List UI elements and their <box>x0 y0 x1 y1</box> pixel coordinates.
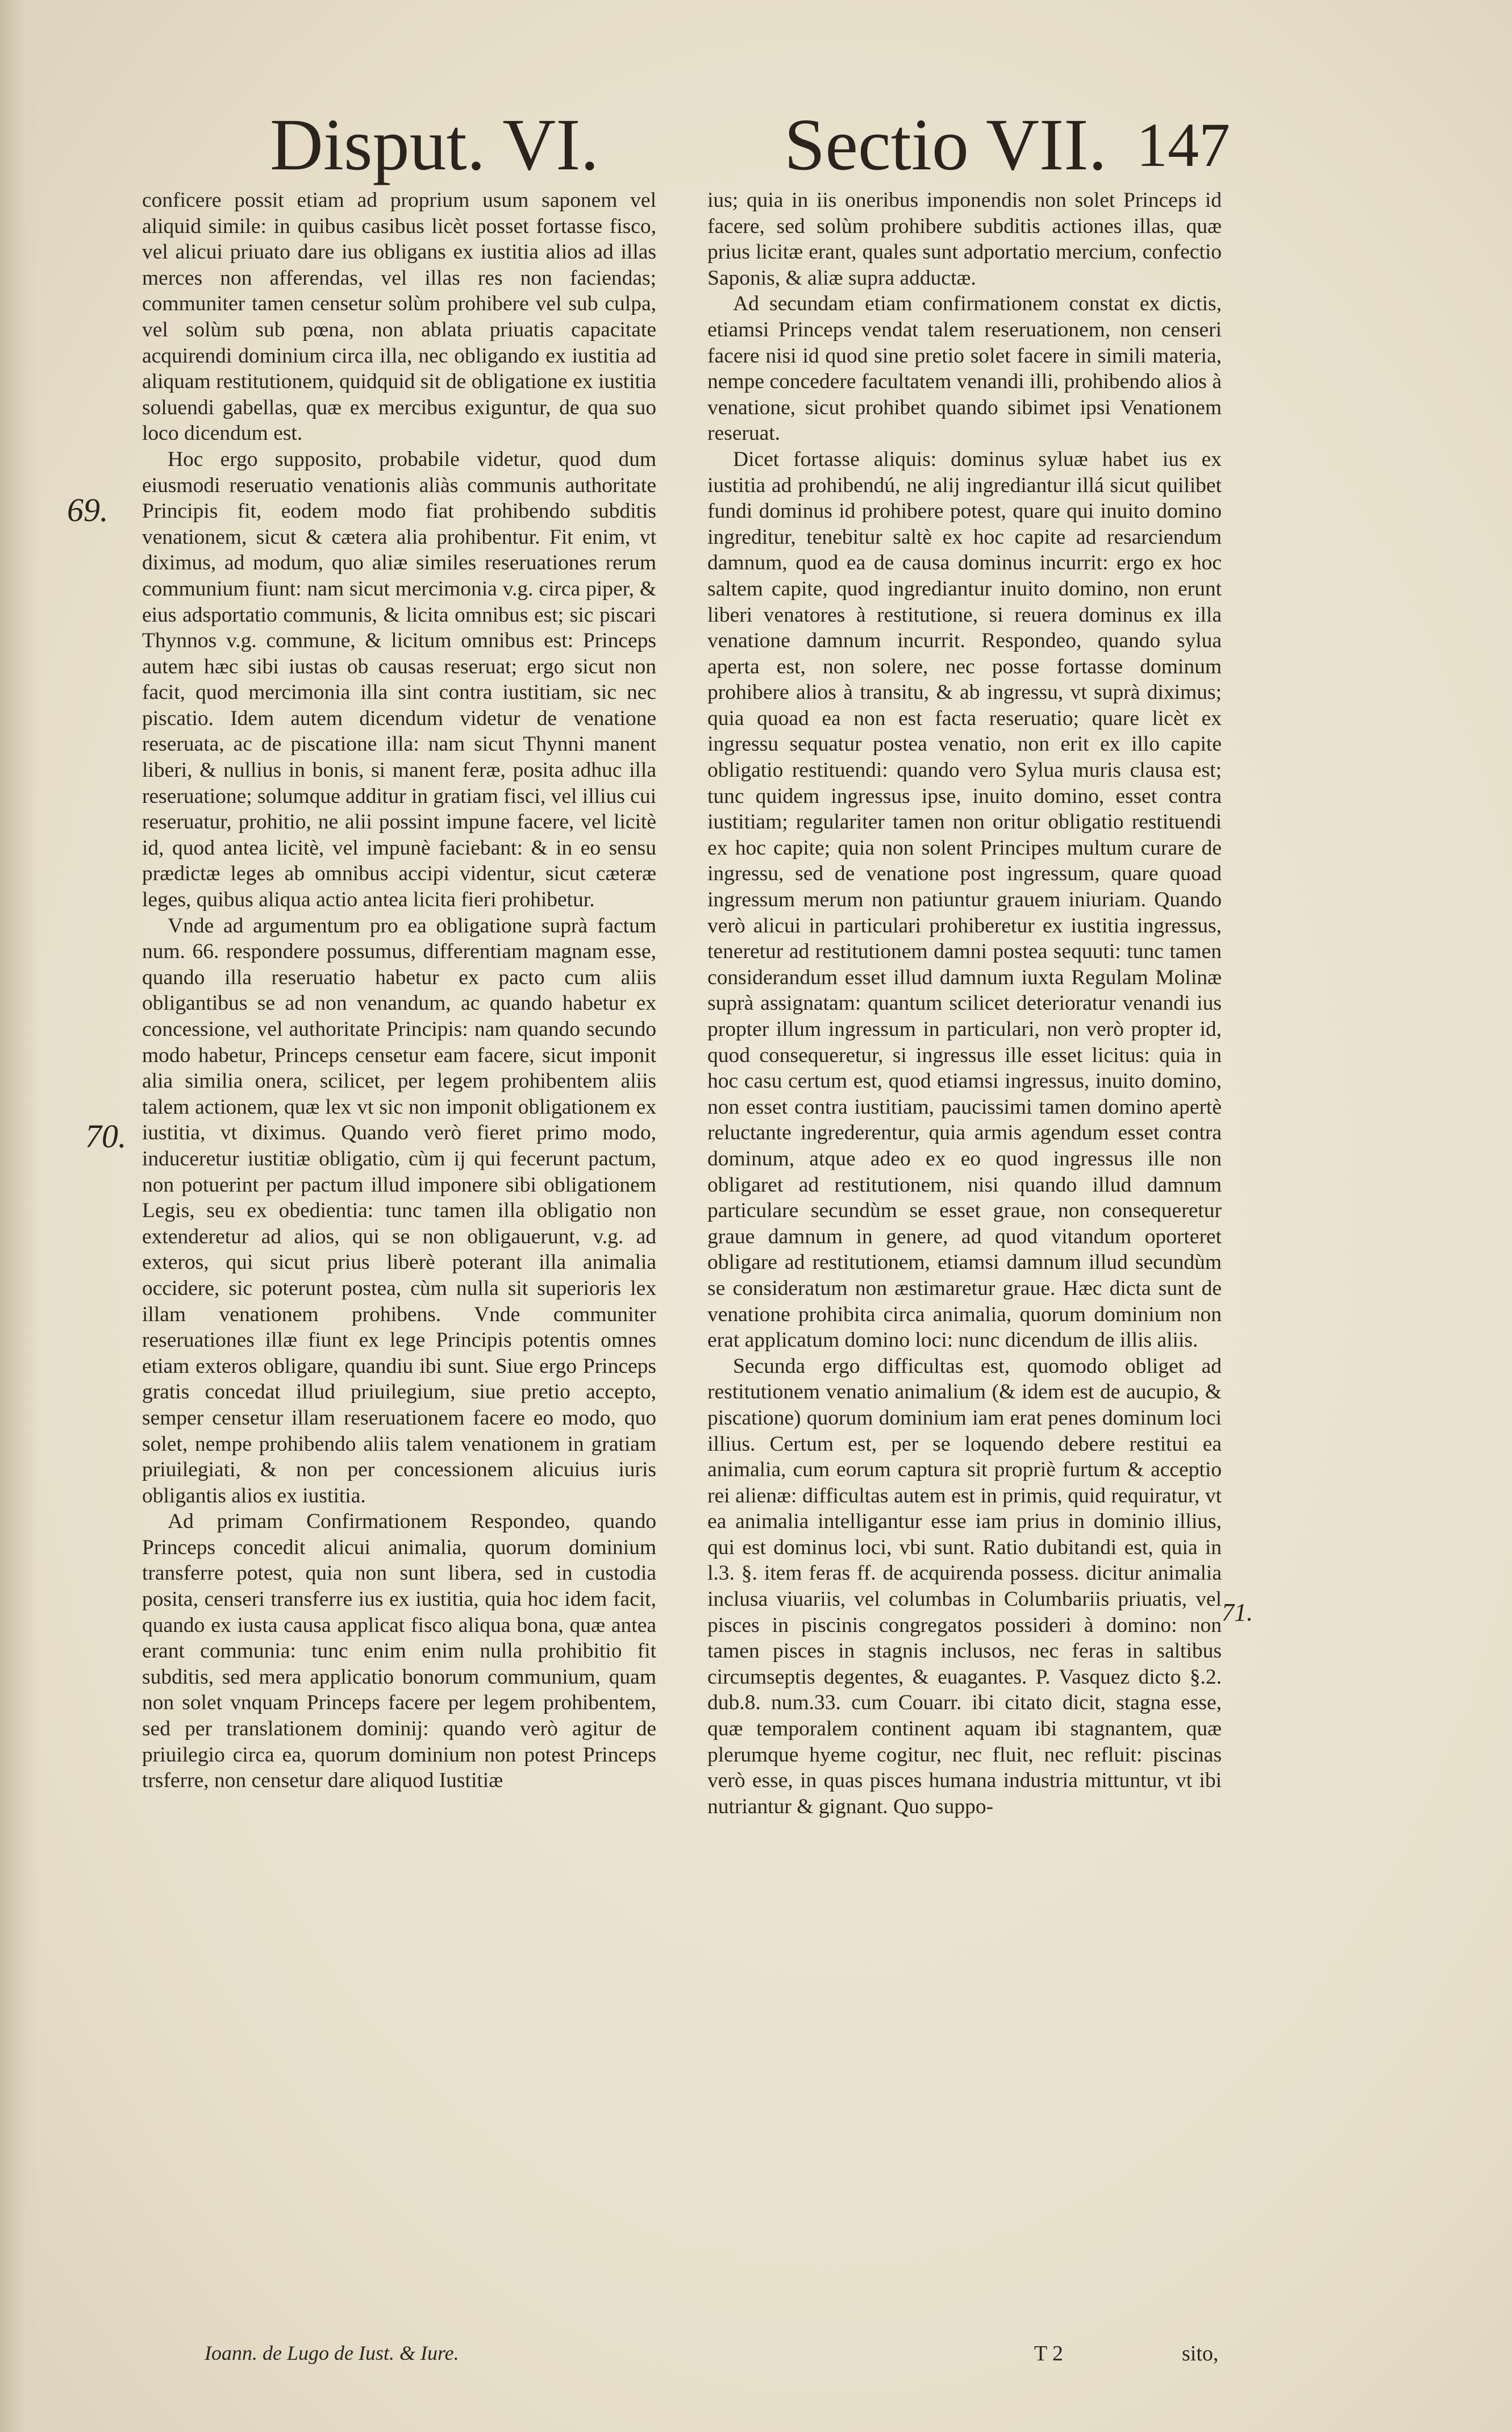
catchword: sito, <box>1182 2342 1219 2366</box>
paragraph: Vnde ad argumentum pro ea obligatione suprà factum num. 66. respondere possumus, differentiam magnam esse, quando illa reseruatio habetur ex pacto cum aliis obligantibus se ad non venandum, ac quando habetur ex concessione, vel authoritate Principis: nam quando secundo modo habetur, Princeps censetur eam facere, sicut imponit alia similia onera, scilicet, per legem prohibentem aliis talem actionem, quæ lex vt sic non imponit obligationem ex iustitia, vt diximus. Quando verò fieret primo modo, induceretur iustitiæ obligatio, cùm ij qui fecerunt pactum, non potuerint per pactum illud imponere sibi obligationem Legis, seu ex obedientia: tunc tamen illa obligatio non extenderetur ad alios, qui se non obligauerunt, v.g. ad exteros, qui sicut prius liberè poterant illa animalia occidere, sic poterunt postea, cùm nulla sit superioris lex illam venationem prohibens. Vnde communiter reseruationes illæ fiunt ex lege Principis potentis omnes etiam exteros obligare, quandiu ibi sunt. Siue ergo Princeps gratis concedat illud priuilegium, siue pretio accepto, semper censetur illam reseruationem facere eo modo, quo solet, nempe prohibendo aliis talem venationem in gratiam priuilegiati, & non per concessionem alicuius iuris obligantis alios ex iustitia. <box>142 914 656 1507</box>
page-spine-shadow <box>0 0 40 2432</box>
signature-mark: T 2 <box>1034 2342 1064 2366</box>
author-signature-line: Ioann. de Lugo de Iust. & Iure. <box>205 2342 459 2364</box>
margin-number-70: 70. <box>85 1118 127 1155</box>
margin-number-71: 71. <box>1222 1598 1253 1626</box>
paragraph: Hoc ergo supposito, probabile videtur, quod dum eiusmodi reseruatio venationis aliàs communis authoritate Principis fit, eodem modo fiat prohibendo subditis venationem, sicut & cætera alia prohibentur. Fit enim, vt diximus, ad modum, quo aliæ similes reseruationes rerum communium fiunt: nam sicut mercimonia v.g. circa piper, & eius adsportatio communis, & licita omnibus est; sic piscari Thynnos v.g. commune, & licitum omnibus est: Princeps autem hæc sibi iustas ob causas reseruat; ergo sicut non facit, quod mercimonia illa sint contra iustitiam, sic nec piscatio. Idem autem dicendum videtur de venatione reseruata, ac de piscatione illa: nam sicut Thynni manent liberi, & nullius in bonis, si manent feræ, posita adhuc illa reseruatione; solumque additur in gratiam fisci, vel illius cui reseruatur, prohitio, ne alii possint impune facere, vel licitè id, quod antea licitè, vel impunè faciebant: & in eo sensu prædictæ leges ab omnibus accipi videntur, sicut cæteræ leges, quibus aliqua actio antea licita fieri prohibetur. <box>142 447 656 912</box>
paragraph: Secunda ergo difficultas est, quomodo obliget ad restitutionem venatio animalium (& idem est de aucupio, & piscatione) quorum dominium iam erat penes dominum loci illius. Certum est, per se loquendo debere restitui ea animalia, cum eorum captura sit propriè furtum & acceptio rei alienæ: difficultas autem est in primis, quid requiratur, vt ea animalia intelligantur esse iam prius in dominio illius, qui est dominus loci, vbi sunt. Ratio dubitandi est, quia in l.3. §. item feras ff. de acquirenda possess. dicitur animalia inclusa viuariis, vel columbas in Columbariis priuatis, vel pisces in piscinis congregatos possideri à domino: non tamen pisces in stagnis inclusos, nec feras in saltibus circumseptis degentes, & euagantes. P. Vasquez dicto §.2. dub.8. num.33. cum Couarr. ibi citato dicit, stagna esse, quæ temporalem continent aquam ibi stagnantem, quæ plerumque hyeme cogitur, nec fluit, nec refluit: piscinas verò esse, in quas pisces humana industria mittuntur, vt ibi nutriantur & gignant. Quo suppo- <box>707 1354 1222 1818</box>
paragraph: Dicet fortasse aliquis: dominus syluæ habet ius ex iustitia ad prohibendú, ne alij ingrediantur illá sicut quilibet fundi dominus id prohibere potest, quare qui inuito domino ingreditur, tenebitur saltè ex hoc capite ad resarciendum damnum, quod ea de causa dominus incurrit: ergo ex hoc saltem capite, quod ingrediantur inuito domino, non erunt liberi venatores à restitutione, si reuera dominus ex illa venatione damnum incurrit. Respondeo, quando sylua aperta est, non solere, nec posse fortasse dominum prohibere alios à transitu, & ab ingressu, vt suprà diximus; quia quoad ea non est facta reseruatio; quare licèt ex ingressu sequatur postea venatio, non erit ex illo capite obligatio restituendi: quando vero Sylua muris clausa est; tunc quidem ingressus ipse, inuito domino, esset contra iustitiam; regulariter tamen non oritur obligatio restituendi ex hoc capite; quia non solent Principes multum curare de ingressu, sed de venatione post ingressum, quare quoad ingressum merum non patiuntur grauem iniuriam. Quando verò alicui in particulari prohiberetur ex iustitia ingressus, teneretur ad restitutionem damni postea sequuti: tunc tamen considerandum esset illud damnum iuxta Regulam Molinæ suprà assignatam: quantum scilicet deterioratur venandi ius propter illum ingressum in particulari, non verò propter id, quod consequeretur, si ingressus ille esset licitus: quia in hoc casu certum est, quod etiamsi ingressus, inuito domino, non esset contra iustitiam, paucissimi tamen domino apertè reluctante ingrederentur, quia armis agendum esset contra dominum, atque adeo ex eo quod ingressus ille non obligaret ad restitutionem, nisi quando illud damnum particulare secundùm se esset graue, non consequeretur graue damnum in genere, ad quod vitandum oporteret obligare ad restitutionem, etiamsi damnum illud secundùm se consideratum non æstimaretur graue. Hæc dicta sunt de venatione prohibita circa animalia, quorum dominium non erat applicatum domino loci: nunc dicendum de illis aliis. <box>707 447 1222 1352</box>
right-text-column <box>707 188 1222 1819</box>
paragraph: Ad secundam etiam confirmationem constat ex dictis, etiamsi Princeps vendat talem reseruationem, non censeri facere nisi id quod sine pretio solet facere in simili materia, nempe concedere facultatem venandi illi, prohibendo alios à venatione, sicut prohibet quando sibimet ipsi Venationem reseruat. <box>707 292 1222 445</box>
header-disputation: Disput. VI. <box>270 104 599 186</box>
page-number: 147 <box>1136 110 1230 180</box>
paragraph: ius; quia in iis oneribus imponendis non solet Princeps id facere, sed solùm prohibere subditis actiones illas, quæ prius licitæ erant, quales sunt adportatio mercium, confectio Saponis, & aliæ supra adductæ. <box>707 189 1222 290</box>
margin-number-69: 69. <box>67 492 109 528</box>
paragraph: conficere possit etiam ad proprium usum saponem vel aliquid simile: in quibus casibus licèt posset fortasse fisco, vel alicui priuato dare ius obligans ex iustitia alios ad illas merces non afferendas, vel illas res non faciendas; communiter tamen censetur solùm prohibere vel sub culpa, vel solùm sub pœna, non ablata priuatis capacitate acquirendi dominium circa illa, nec obligando ex iustitia ad aliquam restitutionem, quidquid sit de obligatione ex iustitia soluendi gabellas, quæ ex mercibus exiguntur, de qua suo loco dicendum est. <box>142 189 656 445</box>
header-section: Sectio VII. <box>784 104 1107 186</box>
paragraph: Ad primam Confirmationem Respondeo, quando Princeps concedit alicui animalia, quorum dominium transferre potest, quia non sunt libera, sed in custodia posita, censeri transferre ius ex iustitia, quia hoc idem facit, quando ex iusta causa applicat fisco aliqua bona, quæ antea erant communia: tunc enim enim nulla prohibitio fit subditis, sed mera applicatio bonorum communium, quam non solet vnquam Princeps facere per legem prohibentem, sed per translationem dominij: quando verò agitur de priuilegio circa ea, quorum dominium non potest Princeps trsferre, non censetur dare aliquod Iustitiæ <box>142 1510 656 1793</box>
running-header <box>0 102 1512 188</box>
left-text-column <box>142 188 656 1794</box>
